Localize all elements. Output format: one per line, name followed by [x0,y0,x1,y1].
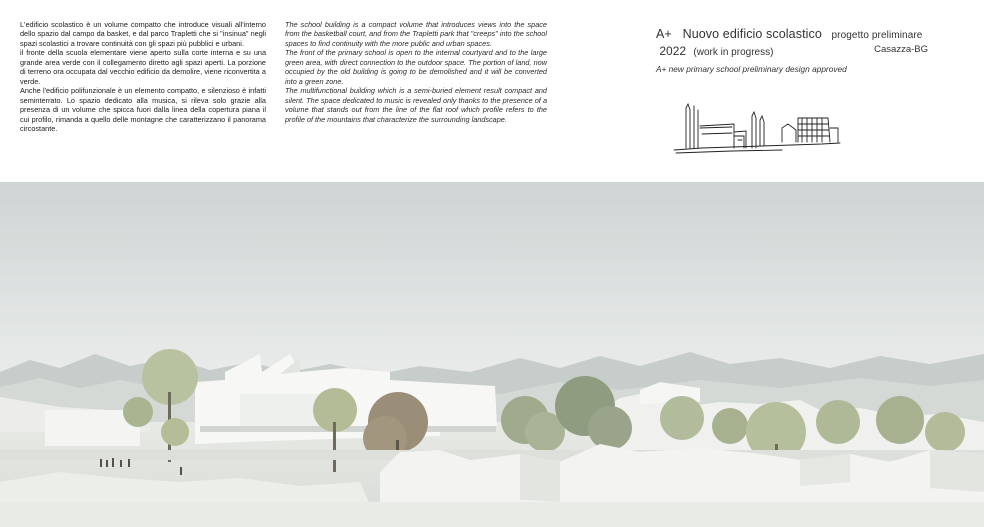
english-paragraph: The school building is a compact volume that introduces views into the space from the basketball court, and from the Trapletti park that "creeps" into the school spaces to find continuity with the more public and urban spaces. [285,20,547,48]
italian-paragraph: L'edificio scolastico è un volume compatto che introduce visuali all'interno dello spazio dal campo da basket, e dal parco Trapletti che si "insinua" negli spazi scolastici a trovare continuità con gli spazi più pubblici e urbani. [20,20,266,48]
english-paragraph: The front of the primary school is open to the internal courtyard and to the large green area, with direct connection to the outdoor space. The portion of land, now occupied by the old building is going to be demolished and it will be converted into a green zone. [285,48,547,86]
project-progress: (work in progress) [693,47,774,58]
project-year: 2022 [659,44,687,58]
architectural-render [0,182,984,527]
english-paragraph: The multifunctional building which is a semi-buried element result compact and silent. The space dedicated to music is revealed only thanks to the presence of a volume that stands out from the line of the flat roof which profile refers to the profile of the mountains that characterize the surrounding landscape. [285,86,547,124]
project-location: Casazza-BG [874,44,928,55]
english-description [285,20,547,124]
concept-sketch [672,98,842,156]
project-subtitle: A+ new primary school preliminary design approved [656,64,847,74]
italian-paragraph: Anche l'edificio polifunzionale è un elemento compatto, e silenzioso è infatti seminterrato. Lo spazio dedicato alla musica, si rileva solo grazie alla presenza di un volume che spicca fuori dalla linea della copertura piana il cui profilo, rimanda a quello delle montagne che caratterizzano il panorama circostante. [20,86,266,133]
project-title-block [656,27,946,74]
project-code: A+ [656,27,672,41]
italian-paragraph: il fronte della scuola elementare viene aperto sulla corte interna e su una grande area verde con il collegamento diretto agli spazi aperti. La porzione di terreno ora occupata dal vecchio edificio da demolire, viene riconvertita a verde. [20,48,266,86]
project-name: Nuovo edificio scolastico [682,27,822,41]
project-status: progetto preliminare [831,30,923,41]
italian-description [20,20,266,133]
